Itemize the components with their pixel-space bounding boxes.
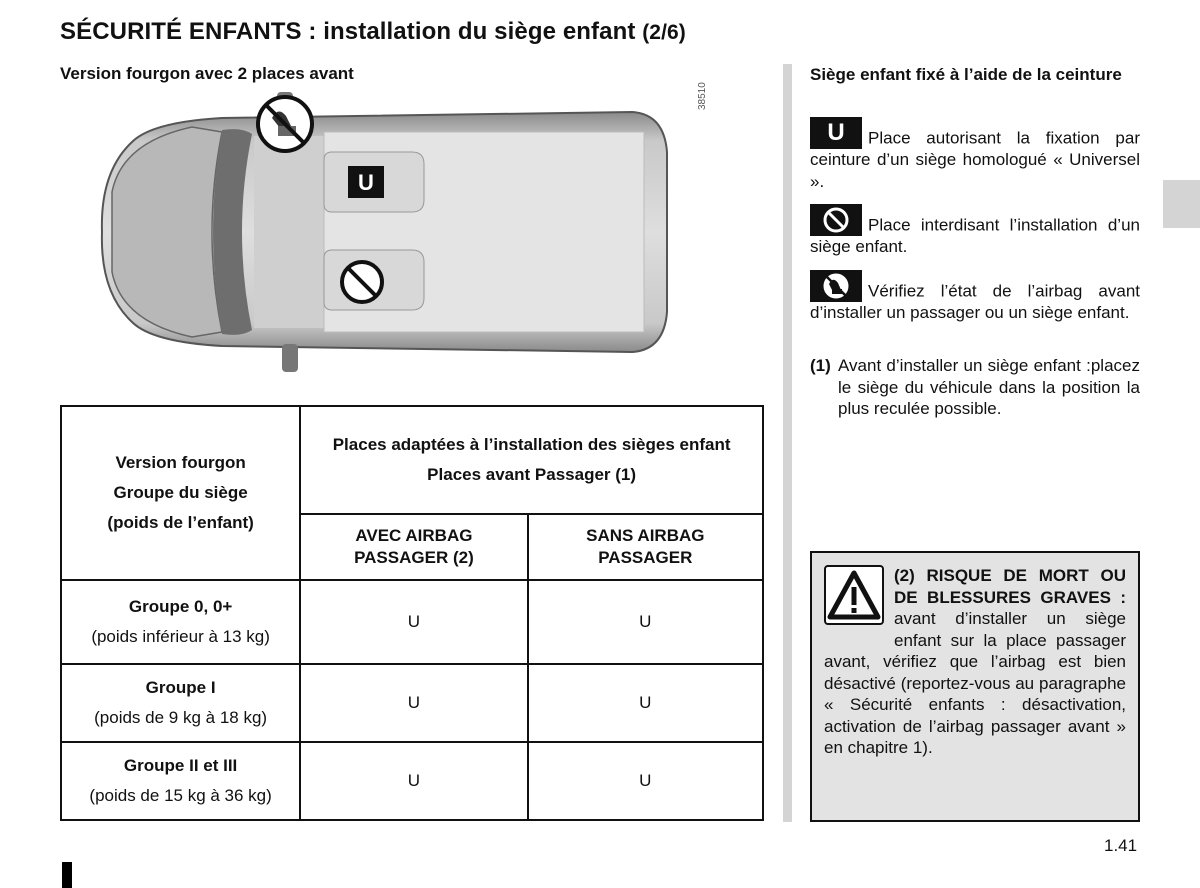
column-divider <box>783 64 792 822</box>
airbag-warning-marker <box>258 97 312 151</box>
group-cell <box>61 664 300 742</box>
group-weight: (poids inférieur à 13 kg) <box>91 627 270 646</box>
header-version-cell <box>61 406 300 580</box>
table-row <box>61 664 763 742</box>
header-version-line2: Groupe du siège <box>113 483 248 502</box>
note-1-number: (1) <box>810 356 831 375</box>
figure-subtitle: Version fourgon avec 2 places avant <box>60 64 354 83</box>
header-without-airbag-cell <box>528 514 763 580</box>
warning-text <box>824 565 1126 759</box>
without-airbag-line1: SANS AIRBAG <box>586 526 705 545</box>
with-airbag-value: U <box>300 664 527 742</box>
van-hood <box>112 127 222 337</box>
legend-universal-text: Place autorisant la fixation par ceinture d’un siège homologué « Universel ». <box>810 128 1140 191</box>
header-with-airbag-cell <box>300 514 527 580</box>
page-number: 1.41 <box>1104 836 1138 855</box>
group-name: Groupe 0, 0+ <box>128 597 233 616</box>
table-row <box>61 580 763 664</box>
group-name: Groupe II et III <box>123 756 238 775</box>
without-airbag-value: U <box>528 664 763 742</box>
airbag-child-seat-icon <box>810 270 862 302</box>
mirror-bottom <box>282 344 298 372</box>
legend-universal <box>810 117 1140 192</box>
without-airbag-line2: PASSAGER <box>598 548 693 567</box>
group-weight: (poids de 9 kg à 18 kg) <box>94 708 268 727</box>
legend-forbidden <box>810 204 1140 258</box>
with-airbag-line1: AVEC AIRBAG <box>355 526 473 545</box>
warning-body: avant d’installer un siège enfant sur la place passager avant, vérifiez que l’airbag est bien désactivé (reportez-vous au paragraphe « Sécurité enfants : désactivation, activation de l’airbag passager avant » en chapitre 1). <box>824 609 1126 757</box>
van-top-view-illustration <box>92 82 672 382</box>
header-places-line2: Places avant Passager (1) <box>427 465 637 484</box>
right-heading: Siège enfant fixé à l’aide de la ceinture <box>810 65 1122 84</box>
group-weight: (poids de 15 kg à 36 kg) <box>89 786 272 805</box>
header-places-line1: Places adaptées à l’installation des sièges enfant <box>332 435 731 454</box>
group-name: Groupe I <box>145 678 216 697</box>
table-row <box>61 742 763 820</box>
warning-box <box>810 551 1140 822</box>
with-airbag-value: U <box>300 580 527 664</box>
u-icon: U <box>810 117 862 149</box>
corner-mark <box>62 862 72 888</box>
with-airbag-value: U <box>300 742 527 820</box>
page-title <box>60 18 686 46</box>
warning-bold: (2) RISQUE DE MORT OU DE BLESSURES GRAVES : <box>894 566 1126 607</box>
group-cell <box>61 742 300 820</box>
note-1-text: Avant d’installer un siège enfant :placez le siège du véhicule dans la position la plus reculée possible. <box>838 356 1140 418</box>
chapter-tab <box>1163 180 1200 228</box>
table-header-row <box>61 406 763 514</box>
forbidden-icon <box>810 204 862 236</box>
seat-forbidden-marker <box>342 262 382 302</box>
legend-airbag-text: Vérifiez l’état de l’airbag avant d’installer un passager ou un siège enfant. <box>810 281 1140 322</box>
header-version-line3: (poids de l’enfant) <box>107 513 254 532</box>
title-part: (2/6) <box>642 21 686 44</box>
title-text: SÉCURITÉ ENFANTS : installation du siège enfant <box>60 18 636 45</box>
group-cell <box>61 580 300 664</box>
van-cabin <box>254 136 324 328</box>
figure-number: 38510 <box>697 82 708 110</box>
without-airbag-value: U <box>528 742 763 820</box>
legend-forbidden-text: Place interdisant l’installation d’un siège enfant. <box>810 215 1140 256</box>
note-1 <box>810 355 1140 420</box>
header-version-line1: Version fourgon <box>115 453 246 472</box>
legend-airbag <box>810 270 1140 324</box>
with-airbag-line2: PASSAGER (2) <box>354 548 474 567</box>
child-seat-table <box>60 405 764 821</box>
header-places-cell <box>300 406 763 514</box>
without-airbag-value: U <box>528 580 763 664</box>
seat-u-marker-label: U <box>358 170 374 195</box>
